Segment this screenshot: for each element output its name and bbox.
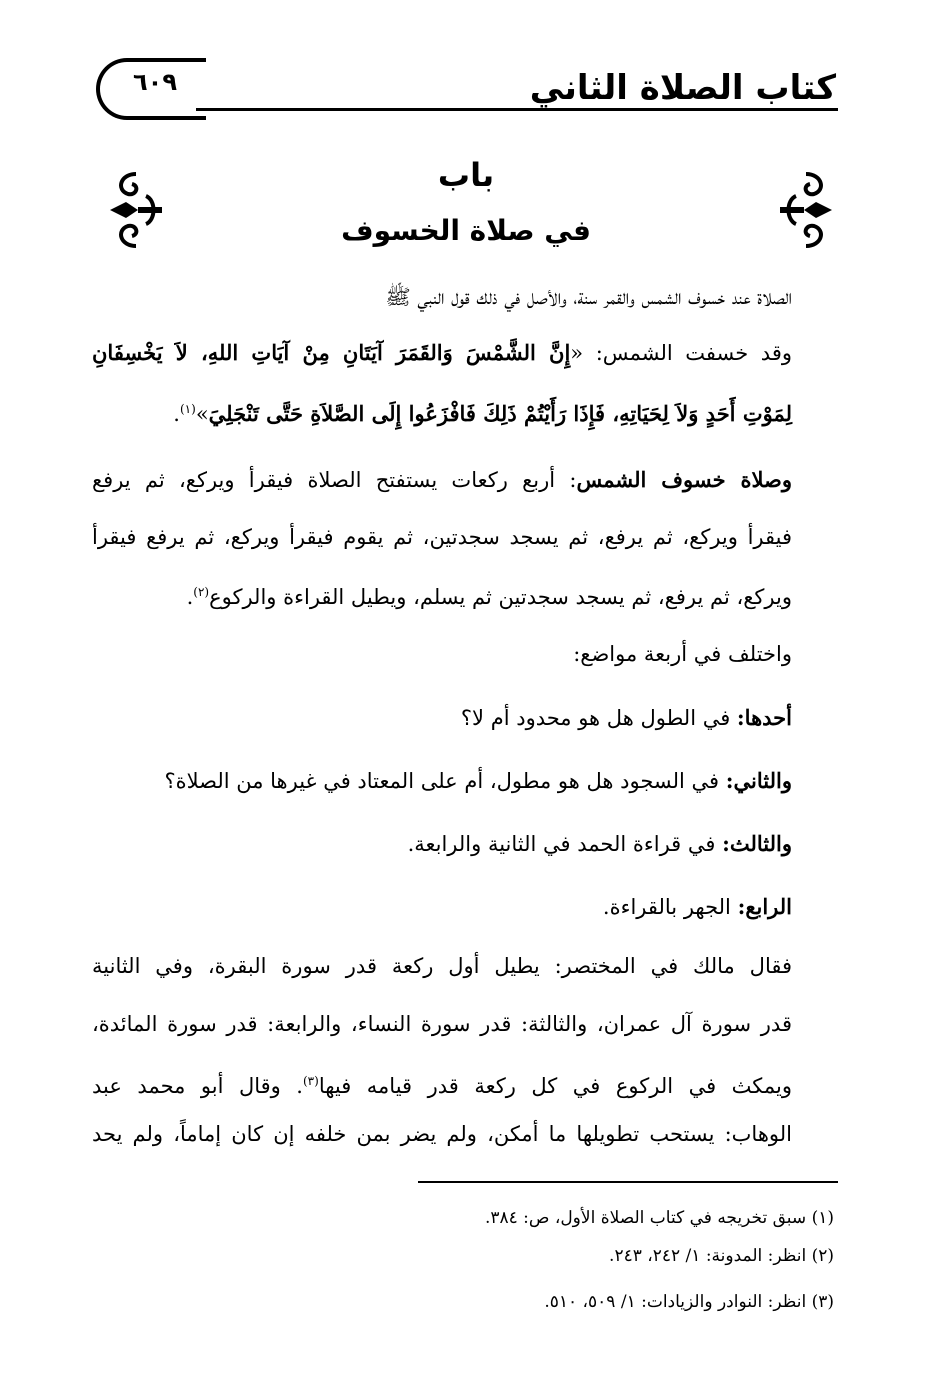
term-label: وصلاة خسوف الشمس	[576, 467, 793, 492]
text-span: ويمكث في الركوع في كل ركعة قدر قيامه فيها	[318, 1074, 792, 1098]
item-text: في قراءة الحمد في الثانية والرابعة.	[407, 832, 723, 856]
list-item	[92, 824, 792, 864]
chapter-label: باب	[437, 156, 495, 194]
footnote: (٢) انظر: المدونة: ١/ ٢٤٢، ٢٤٣.	[609, 1246, 834, 1266]
text-line: فيقرأ ويركع، ثم يرفع، ثم يسجد سجدتين، ثم يقوم فيقرأ ويركع، ثم يرفع فيقرأ	[92, 525, 792, 549]
text-line	[92, 333, 792, 373]
text-line	[92, 1061, 792, 1106]
text-line: قدر سورة آل عمران، والثالثة: قدر سورة النساء، والرابعة: قدر سورة المائدة،	[92, 1012, 792, 1036]
hadith-quote: إِنَّ الشَّمْسَ وَالقَمَرَ آيَتَانِ مِنْ آيَاتِ اللهِ، لاَ يَخْسِفَانِ	[92, 340, 571, 365]
list-item	[92, 698, 792, 738]
text-line: فقال مالك في المختصر: يطيل أول ركعة قدر سورة البقرة، وفي الثانية	[92, 954, 792, 978]
footnote-ref[interactable]: (٣)	[302, 1074, 319, 1088]
running-header-title: كتاب الصلاة الثاني	[529, 68, 836, 108]
text-line	[92, 460, 792, 500]
text-line: الوهاب: يستحب تطويلها ما أمكن، ولم يضر بمن خلفه إن كان إماماً، ولم يحد	[92, 1122, 792, 1146]
footnote-ref[interactable]: (١)	[179, 402, 196, 416]
footnote: (٣) انظر: النوادر والزيادات: ١/ ٥٠٩، ٥١٠.	[544, 1292, 834, 1312]
footnote: (١) سبق تخريجه في كتاب الصلاة الأول، ص: ٣٨٤.	[484, 1208, 834, 1228]
text-span: .	[186, 585, 194, 609]
chapter-title: في صلاة الخسوف	[341, 214, 591, 247]
text-span: . وقال أبو محمد عبد	[92, 1074, 303, 1098]
page-number: ٦٠٩	[133, 68, 177, 96]
text-span: .	[173, 402, 180, 426]
header-rule	[196, 108, 838, 111]
footnote-ref[interactable]: (٢)	[193, 585, 210, 599]
scroll-ornament-icon	[776, 170, 836, 250]
text-span: »	[195, 402, 209, 426]
item-label: والثاني:	[725, 768, 792, 793]
item-text: في الطول هل هو محدود أم لا؟	[460, 706, 737, 730]
scroll-ornament-icon	[106, 170, 166, 250]
text-line	[92, 572, 792, 617]
text-line	[92, 389, 792, 434]
text-span: ويركع، ثم يرفع، ثم يسجد سجدتين ثم يسلم، ويطيل القراءة والركوع	[209, 585, 792, 609]
item-text: في السجود هل هو مطول، أم على المعتاد في غيرها من الصلاة؟	[164, 769, 726, 793]
item-label: الرابع:	[737, 894, 792, 919]
text-span: وقد خسفت الشمس: «	[570, 341, 793, 365]
list-item	[92, 761, 792, 801]
hadith-quote: لِمَوْتِ أَحَدٍ وَلاَ لِحَيَاتِهِ، فَإِذَا رَأَيْتُمْ ذَلِكَ فَافْزَعُوا إِلَى الصَّلاَةِ حَتَّى تَنْجَلِيَ	[208, 401, 792, 426]
list-item	[92, 887, 792, 927]
text-span: : أربع ركعات يستفتح الصلاة فيقرأ ويركع، ثم يرفع	[92, 468, 577, 492]
item-label: والثالث:	[722, 831, 792, 856]
text-line: الصلاة عند خسوف الشمس والقمر سنة، والأصل في ذلك قول النبي ﷺ	[385, 285, 792, 309]
item-text: الجهر بالقراءة.	[602, 895, 738, 919]
item-label: أحدها:	[736, 705, 792, 730]
text-line: واختلف في أربعة مواضع:	[573, 642, 792, 666]
footnote-separator	[418, 1181, 838, 1183]
